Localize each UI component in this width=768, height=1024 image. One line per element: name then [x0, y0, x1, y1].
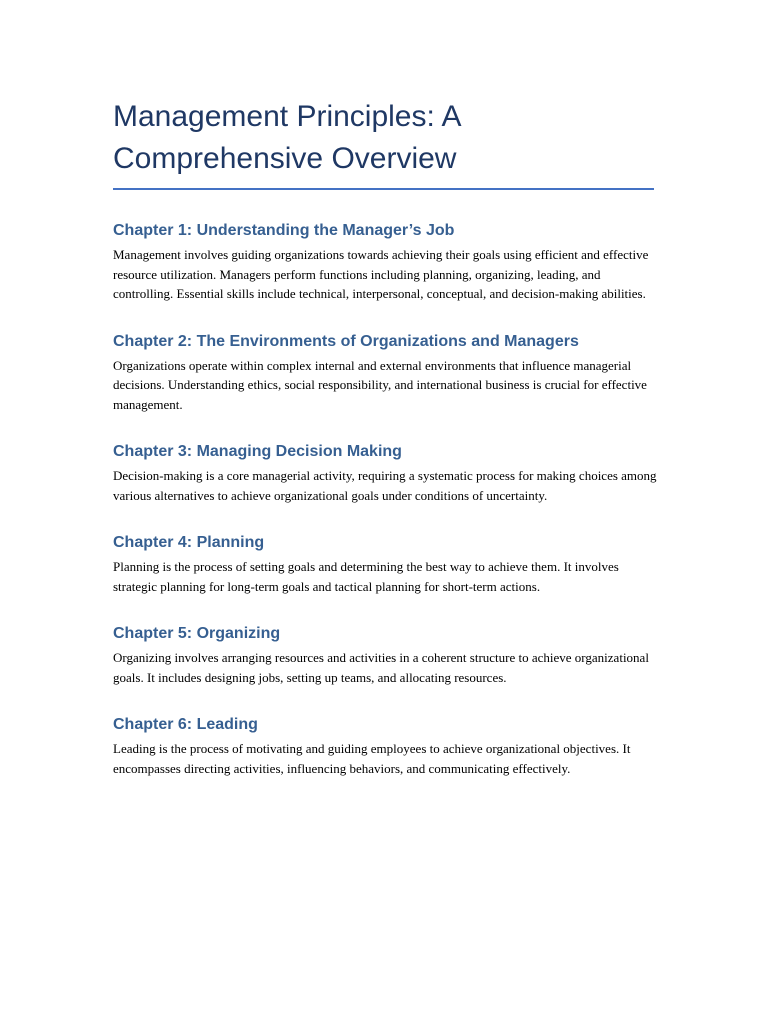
chapter-heading: Chapter 6: Leading	[113, 716, 258, 733]
chapter-body: Management involves guiding organizations towards achieving their goals using efficient and effective resource utilization. Managers perform functions including planning, organizing, leading, and controlling. Essential skills include technical, interpersonal, conceptual, and decision-making abilities.	[113, 247, 649, 301]
chapter-body: Decision-making is a core managerial activity, requiring a systematic process for making choices among various alternatives to achieve organizational goals under conditions of uncertainty.	[113, 468, 657, 503]
chapter-3	[113, 441, 656, 505]
chapter-heading: Chapter 3: Managing Decision Making	[113, 443, 402, 460]
chapter-heading: Chapter 1: Understanding the Manager’s Job	[113, 222, 455, 239]
chapter-body: Organizations operate within complex internal and external environments that influence managerial decisions. Understanding ethics, social responsibility, and international business is crucial for effective management.	[113, 357, 647, 412]
chapter-body: Leading is the process of motivating and guiding employees to achieve organizational objectives. It encompasses directing activities, influencing behaviors, and communicating effectively.	[113, 741, 631, 776]
chapter-body: Planning is the process of setting goals and determining the best way to achieve them. It involves strategic planning for long-term goals and tactical planning for short-term actions.	[113, 559, 619, 594]
chapter-1	[113, 220, 656, 304]
chapter-4	[113, 532, 656, 596]
chapter-2	[113, 331, 656, 415]
chapter-heading: Chapter 2: The Environments of Organizations and Managers	[113, 332, 579, 350]
chapter-6	[113, 714, 656, 778]
chapter-heading: Chapter 5: Organizing	[113, 625, 281, 642]
chapter-5	[113, 623, 656, 687]
chapter-heading: Chapter 4: Planning	[113, 534, 265, 551]
document-title: Management Principles: A Comprehensive Overview	[113, 96, 654, 190]
chapter-body: Organizing involves arranging resources and activities in a coherent structure to achieve organizational goals. It includes designing jobs, setting up teams, and allocating resources.	[113, 650, 649, 685]
